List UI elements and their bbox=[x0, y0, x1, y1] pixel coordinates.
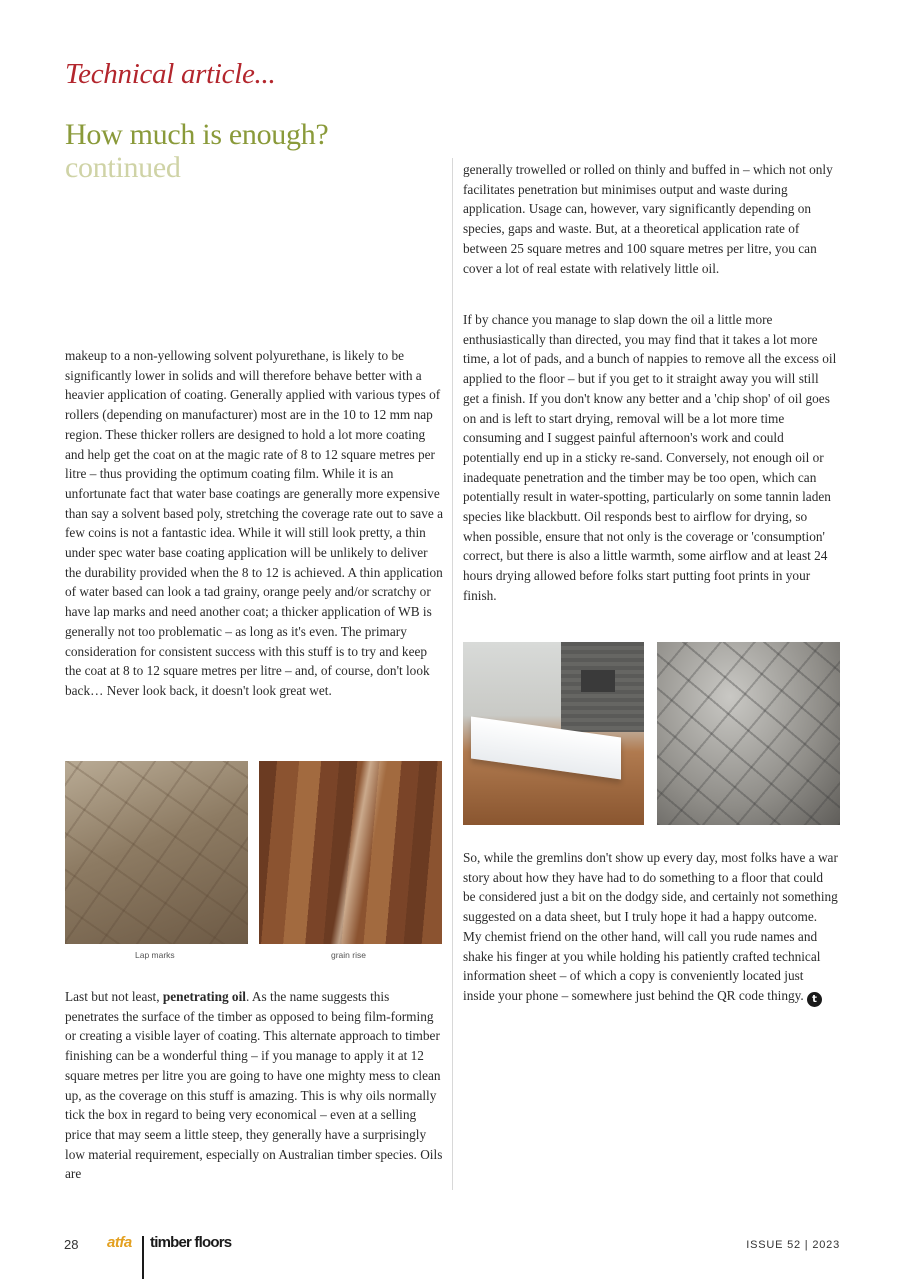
left-column-body bbox=[65, 346, 445, 701]
penetrating-oil-term: penetrating oil bbox=[162, 989, 246, 1004]
photo-screen bbox=[581, 670, 615, 692]
end-mark-icon: t bbox=[807, 992, 822, 1007]
photo-herringbone-floor bbox=[657, 642, 840, 825]
photo-reception-floor bbox=[463, 642, 644, 825]
photo-grain-rise bbox=[259, 761, 442, 944]
right-column-body-1 bbox=[463, 160, 838, 278]
body-paragraph: If by chance you manage to slap down the oil a little more enthusiastically than directed, you may find that it takes a lot more time, a lot of pads, and a bunch of nappies to remove all the excess oil applied to the floor – but if you get to it straight away you will still get a finish. If you don't know any better and a 'chip shop' of oil goes on and is left to start drying, removal will be a lot more time consuming and I suggest painful afternoon's work and could potentially end up in a sticky re-sand. Conversely, not enough oil or inadequate penetration and the timber may be too open, which can potentially result in water-spotting, particularly on some tannin laden species like blackbutt. Oil responds best to airflow for drying, so when possible, ensure that not only is the coverage or 'consumption' correct, but there is also a little warmth, some airflow and at least 24 hours drying allowed before folks start putting foot prints in your finish. bbox=[463, 312, 837, 603]
left-column-body-2 bbox=[65, 987, 445, 1184]
footer-page-number: 28 bbox=[64, 1237, 79, 1252]
footer-brand-logo: timber floors bbox=[150, 1234, 232, 1251]
caption-lap-marks: Lap marks bbox=[135, 950, 175, 960]
article-kicker: Technical article... bbox=[65, 58, 276, 90]
body-paragraph bbox=[463, 848, 838, 1007]
article-subtitle: continued bbox=[65, 151, 181, 184]
caption-grain-rise: grain rise bbox=[331, 950, 366, 960]
footer-atfa-logo: atfa bbox=[107, 1234, 132, 1251]
article-title: How much is enough? bbox=[65, 118, 329, 151]
column-divider bbox=[452, 158, 453, 1190]
footer-divider bbox=[142, 1236, 144, 1279]
photo-lap-marks bbox=[65, 761, 248, 944]
para-lead: Last but not least, bbox=[65, 989, 163, 1004]
right-column-body-2 bbox=[463, 310, 838, 606]
body-paragraph bbox=[65, 987, 445, 1184]
body-paragraph: generally trowelled or rolled on thinly and buffed in – which not only facilitates penetration but minimises output and waste during application. Usage can, however, vary significantly depending on species, gaps and waste. But, at a theoretical application rate of between 25 square metres and 100 square metres per litre, you can cover a lot of real estate with relatively little oil. bbox=[463, 162, 833, 276]
closing-text: So, while the gremlins don't show up every day, most folks have a war story about how they have had to do something to a floor that could be considered just a bit on the dodgy side, and certainly not something suggested on a data sheet, but I truly hope it had a happy outcome. My chemist friend on the other hand, will call you rude names and shake his finger at you while holding his patiently crafted technical information sheet – of which a copy is conveniently located just inside your phone – somewhere just behind the QR code thingy. bbox=[463, 850, 838, 1003]
para-rest: . As the name suggests this penetrates the surface of the timber as opposed to being film-forming or creating a visible layer of coating. This alternate approach to timber finishing can be a wonderful thing – if you manage to apply it at 12 square metres per litre you are going to have one mighty mess to clean up, as the coverage on this stuff is amazing. This is why oils normally tick the box in regard to being very economical – even at a selling price that may seem a little steep, they generally have a surprisingly low material requirement, especially on Australian timber species. Oils are bbox=[65, 989, 443, 1182]
body-paragraph: makeup to a non-yellowing solvent polyurethane, is likely to be significantly lower in solids and will therefore behave better with a heavier application of coating. Generally applied with various types of rollers (depending on manufacturer) most are in the 10 to 12 mm nap region. These thicker rollers are designed to hold a lot more coating and help get the coat on at the magic rate of 8 to 12 square metres per litre – thus providing the optimum coating film. While it is an unfortunate fact that water base coatings are generally more expensive than say a solvent based poly, stretching the coverage rate out to save a few coins is not a fantastic idea. While it will still look pretty, a thin under spec water base coating application will be unlikely to deliver the durability provided when the 8 to 12 is achieved. A thin application of water based can look a tad grainy, orange peely and/or scratchy or have lap marks and need another coat; a thicker application of WB is generally not too problematic – as long as it's even. The primary consideration for consistent success with this stuff is to try and keep the coat at 8 to 12 square metres per litre – and, of course, don't look back… Never look back, it doesn't look great wet. bbox=[65, 348, 443, 698]
right-column-body-3 bbox=[463, 848, 838, 1007]
footer-issue: ISSUE 52 | 2023 bbox=[746, 1239, 840, 1251]
